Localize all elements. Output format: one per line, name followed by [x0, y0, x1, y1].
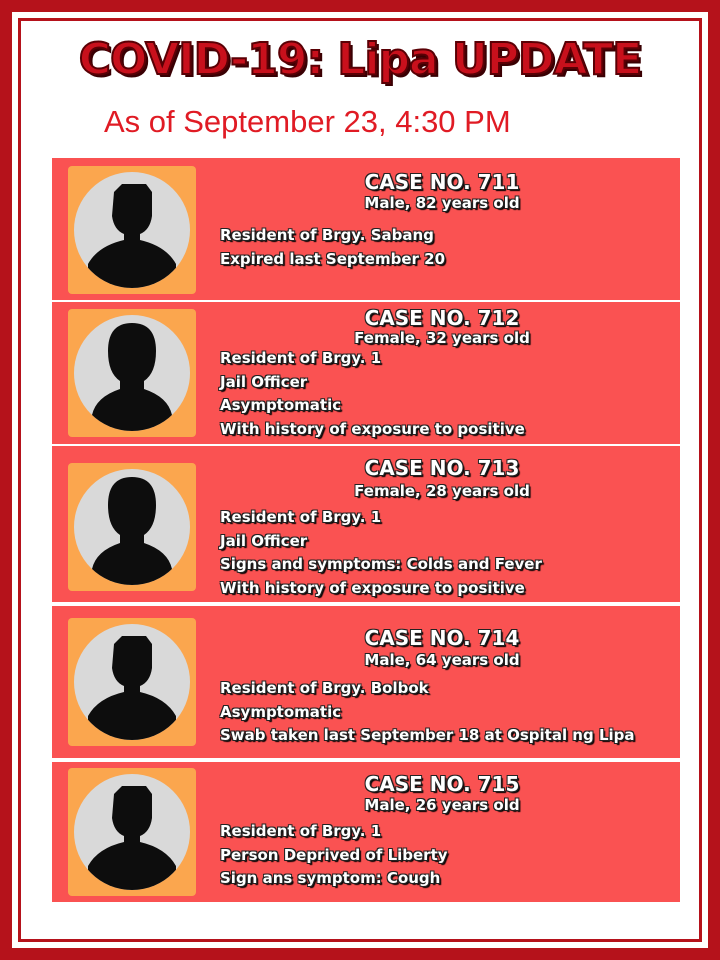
detail-line: With history of exposure to positive: [220, 578, 525, 597]
male-silhouette-icon: [74, 624, 190, 740]
case-details: [220, 506, 542, 600]
page-title: COVID-19: Lipa UPDATE: [78, 34, 642, 85]
detail-line: With history of exposure to positive: [220, 419, 525, 438]
detail-line: Jail Officer: [220, 531, 308, 550]
case-card: [52, 606, 680, 758]
detail-line: Resident of Brgy. Sabang: [220, 226, 434, 244]
avatar: [68, 618, 196, 746]
detail-line: Signs and symptoms: Colds and Fever: [220, 555, 542, 573]
detail-line: Swab taken last September 18 at Ospital ng Lipa: [220, 726, 635, 744]
update-timestamp: As of September 23, 4:30 PM: [104, 104, 511, 139]
case-number: CASE NO. 715: [364, 772, 520, 796]
case-details: [220, 820, 448, 891]
case-number: CASE NO. 713: [364, 456, 520, 480]
detail-line: Sign ans symptom: Cough: [220, 869, 441, 887]
case-number: CASE NO. 712: [364, 306, 520, 330]
female-silhouette-icon: [74, 315, 190, 431]
detail-line: Resident of Brgy. Bolbok: [220, 679, 429, 697]
detail-line: Jail Officer: [220, 372, 308, 391]
detail-line: Resident of Brgy. 1: [220, 508, 382, 526]
avatar: [68, 463, 196, 591]
case-card: [52, 158, 680, 300]
case-card: [52, 446, 680, 602]
detail-line: Resident of Brgy. 1: [220, 349, 382, 367]
avatar: [68, 768, 196, 896]
case-details: [220, 224, 445, 271]
case-demographic: Female, 32 years old: [354, 329, 530, 347]
avatar: [68, 166, 196, 294]
case-demographic: Male, 82 years old: [364, 194, 520, 212]
case-card: [52, 302, 680, 444]
case-demographic: Female, 28 years old: [354, 482, 530, 500]
female-silhouette-icon: [74, 469, 190, 585]
detail-line: Person Deprived of Liberty: [220, 845, 448, 864]
detail-line: Asymptomatic: [220, 396, 342, 414]
case-demographic: Male, 64 years old: [364, 651, 520, 669]
case-details: [220, 677, 635, 748]
male-silhouette-icon: [74, 172, 190, 288]
case-details: [220, 347, 525, 441]
case-demographic: Male, 26 years old: [364, 796, 520, 814]
detail-line: Asymptomatic: [220, 702, 342, 721]
male-silhouette-icon: [74, 774, 190, 890]
detail-line: Expired last September 20: [220, 249, 446, 268]
case-number: CASE NO. 711: [364, 170, 520, 194]
case-card: [52, 762, 680, 902]
case-number: CASE NO. 714: [364, 626, 520, 650]
detail-line: Resident of Brgy. 1: [220, 822, 382, 840]
avatar: [68, 309, 196, 437]
